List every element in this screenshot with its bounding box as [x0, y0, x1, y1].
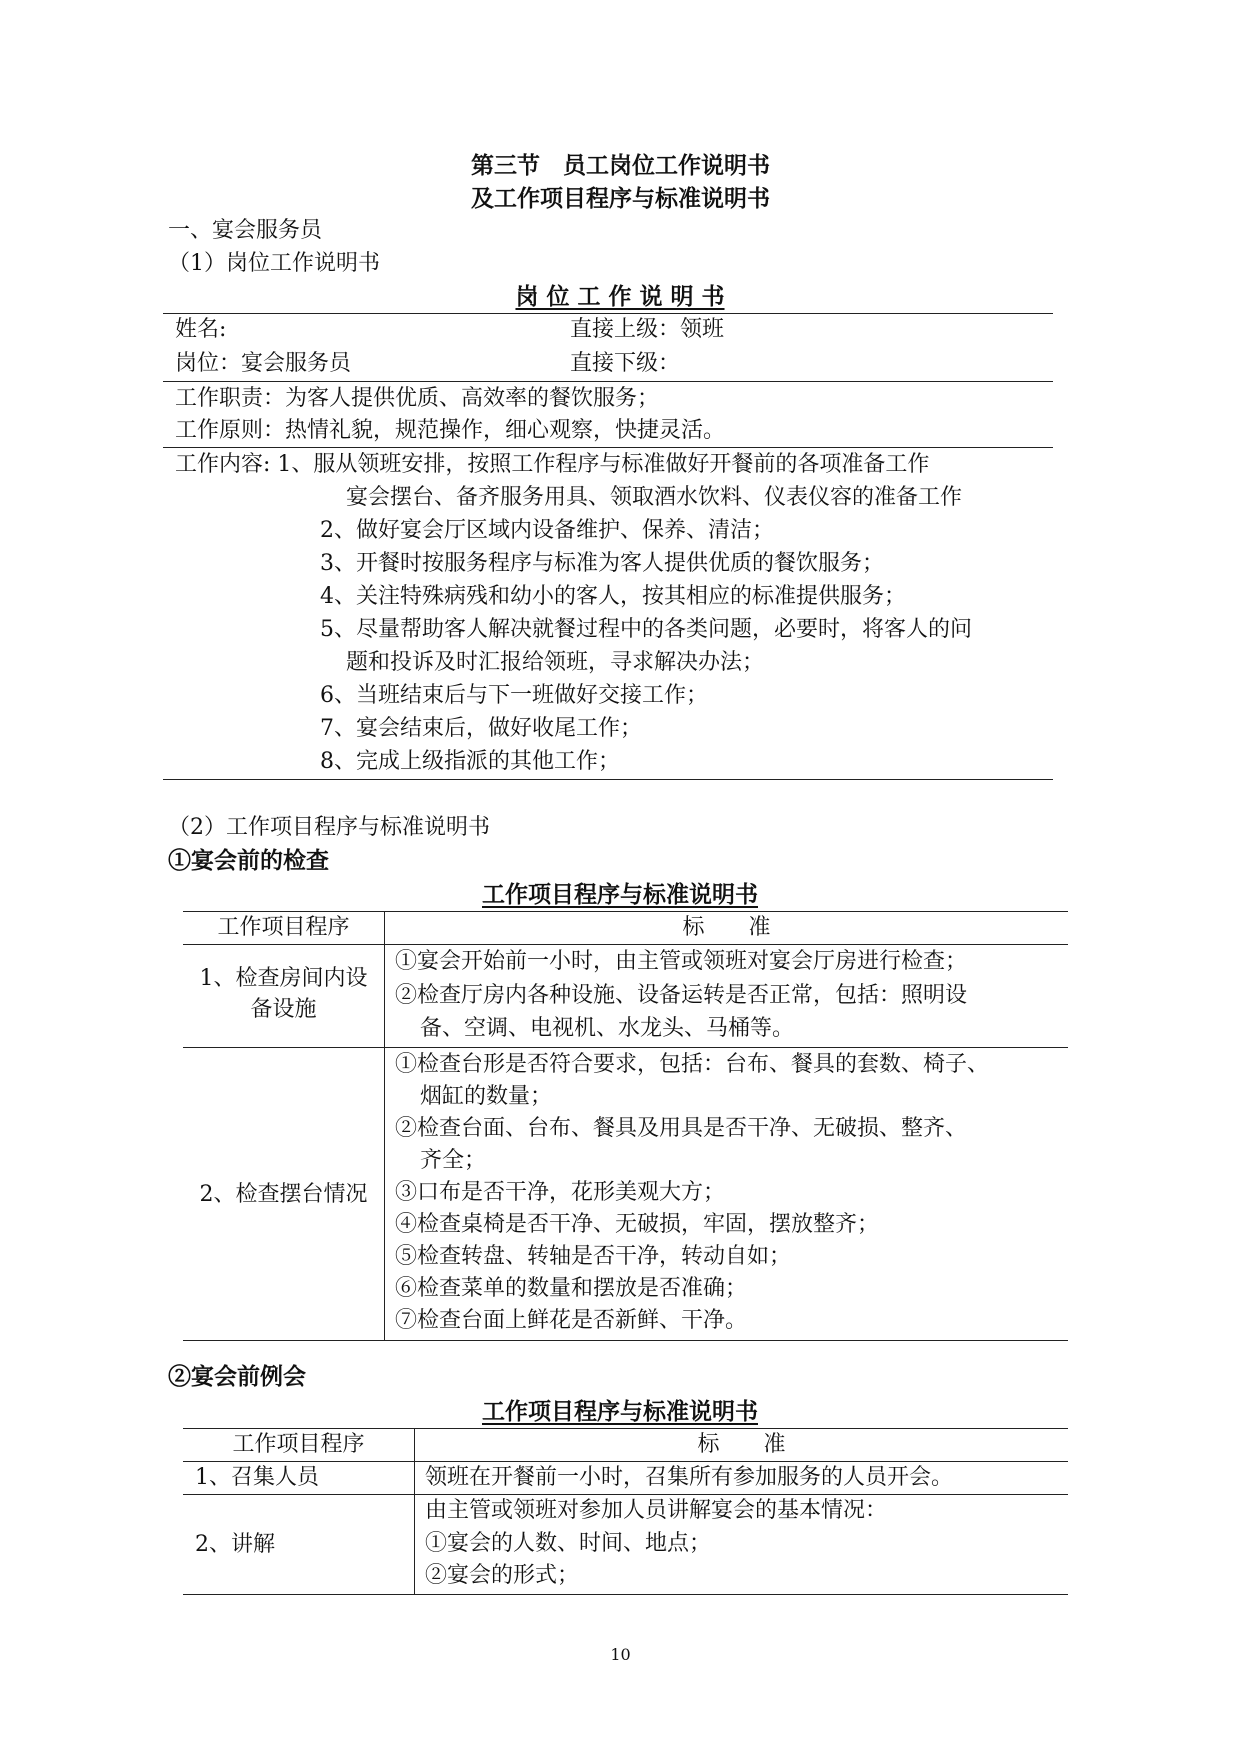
meeting-row2-line-3: ②宴会的形式； [425, 1563, 580, 1588]
meeting-table-title: 工作项目程序与标准说明书 [482, 1398, 758, 1425]
check-row1-line-2: ②检查厅房内各种设施、设备运转是否正常，包括：照明设 [395, 983, 968, 1008]
check-table-rule-top [183, 911, 1068, 912]
check-table-col-divider [384, 911, 385, 1340]
content-line-7: 题和投诉及时汇报给领班，寻求解决办法； [346, 650, 765, 675]
check-row2-line-6: ④检查桌椅是否干净、无破损，牢固，摆放整齐； [395, 1212, 880, 1237]
content-line-6: 5、尽量帮助客人解决就餐过程中的各类问题，必要时，将客人的问 [320, 617, 972, 642]
section-title-line1: 第三节 员工岗位工作说明书 [471, 152, 770, 179]
check-col1-header: 工作项目程序 [217, 915, 350, 940]
meeting-col1-header: 工作项目程序 [232, 1432, 365, 1457]
job-desc-bottom-rule [163, 779, 1053, 780]
page-number: 10 [610, 1645, 631, 1664]
content-line-9: 7、宴会结束后，做好收尾工作； [320, 716, 642, 741]
principle-text: 工作原则：热情礼貌，规范操作，细心观察，快捷灵活。 [175, 418, 726, 443]
meeting-row2-label: 2、讲解 [195, 1532, 275, 1557]
content-line-8: 6、当班结束后与下一班做好交接工作； [320, 683, 708, 708]
check-table-title: 工作项目程序与标准说明书 [482, 881, 758, 908]
content-line-1: 工作内容: 1、服从领班安排，按照工作程序与标准做好开餐前的各项准备工作 [175, 452, 930, 477]
meeting-heading: ②宴会前例会 [168, 1363, 306, 1390]
content-line-4: 3、开餐时按服务程序与标准为客人提供优质的餐饮服务； [320, 551, 884, 576]
check-row1-line-3: 备、空调、电视机、水龙头、马桶等。 [420, 1016, 795, 1041]
job-desc-title: 岗 位 工 作 说 明 书 [515, 283, 725, 310]
check-table-rule-bottom [183, 1340, 1068, 1341]
meeting-table-rule-row1 [183, 1494, 1068, 1495]
check-row2-line-9: ⑦检查台面上鲜花是否新鲜、干净。 [395, 1308, 748, 1333]
meeting-row1-text: 领班在开餐前一小时，召集所有参加服务的人员开会。 [425, 1465, 954, 1490]
position-label: 岗位：宴会服务员 [175, 351, 352, 376]
content-line-2: 宴会摆台、备齐服务用具、领取酒水饮料、仪表仪容的准备工作 [346, 485, 963, 510]
check-row2-line-2: 烟缸的数量； [420, 1084, 553, 1109]
job-desc-rule-2 [163, 381, 1053, 382]
meeting-row2-line-2: ①宴会的人数、时间、地点； [425, 1531, 712, 1556]
job-desc-rule-3 [163, 447, 1053, 448]
check-row2-line-5: ③口布是否干净，花形美观大方； [395, 1180, 726, 1205]
subordinate-label: 直接下级： [570, 351, 681, 376]
check-row2-line-4: 齐全； [420, 1148, 487, 1173]
meeting-table-rule-bottom [183, 1594, 1068, 1595]
check-col2-header: 标 准 [682, 915, 771, 940]
meeting-row1-label: 1、召集人员 [195, 1465, 319, 1490]
check-heading: ①宴会前的检查 [168, 847, 329, 874]
sub1-heading: （1）岗位工作说明书 [168, 251, 380, 276]
role-heading: 一、宴会服务员 [168, 218, 323, 243]
check-row1-line-1: ①宴会开始前一小时，由主管或领班对宴会厅房进行检查； [395, 949, 968, 974]
section-title-line2: 及工作项目程序与标准说明书 [471, 185, 770, 212]
supervisor-label: 直接上级：领班 [570, 317, 725, 342]
check-row2-line-3: ②检查台面、台布、餐具及用具是否干净、无破损、整齐、 [395, 1116, 968, 1141]
duty-text: 工作职责：为客人提供优质、高效率的餐饮服务； [175, 386, 660, 411]
check-table-rule-header [183, 944, 1068, 945]
name-label: 姓名: [175, 317, 227, 342]
meeting-col2-header: 标 准 [697, 1432, 786, 1457]
check-row2-line-1: ①检查台形是否符合要求，包括：台布、餐具的套数、椅子、 [395, 1052, 990, 1077]
meeting-table-rule-top [183, 1428, 1068, 1429]
check-row2-line-8: ⑥检查菜单的数量和摆放是否准确； [395, 1276, 748, 1301]
content-line-5: 4、关注特殊病残和幼小的客人，按其相应的标准提供服务； [320, 584, 906, 609]
meeting-table-rule-header [183, 1461, 1068, 1462]
meeting-row2-line-1: 由主管或领班对参加人员讲解宴会的基本情况： [425, 1498, 888, 1523]
job-desc-top-rule [163, 313, 1053, 314]
check-row1-label-1: 1、检查房间内设 [199, 966, 368, 991]
check-row2-line-7: ⑤检查转盘、转轴是否干净，转动自如； [395, 1244, 792, 1269]
content-line-10: 8、完成上级指派的其他工作； [320, 749, 620, 774]
check-row2-label: 2、检查摆台情况 [199, 1182, 368, 1207]
check-table-rule-row1 [183, 1047, 1068, 1048]
sub2-heading: （2）工作项目程序与标准说明书 [168, 815, 490, 840]
content-line-3: 2、做好宴会厅区域内设备维护、保养、清洁； [320, 518, 774, 543]
check-row1-label-2: 备设施 [250, 997, 317, 1022]
